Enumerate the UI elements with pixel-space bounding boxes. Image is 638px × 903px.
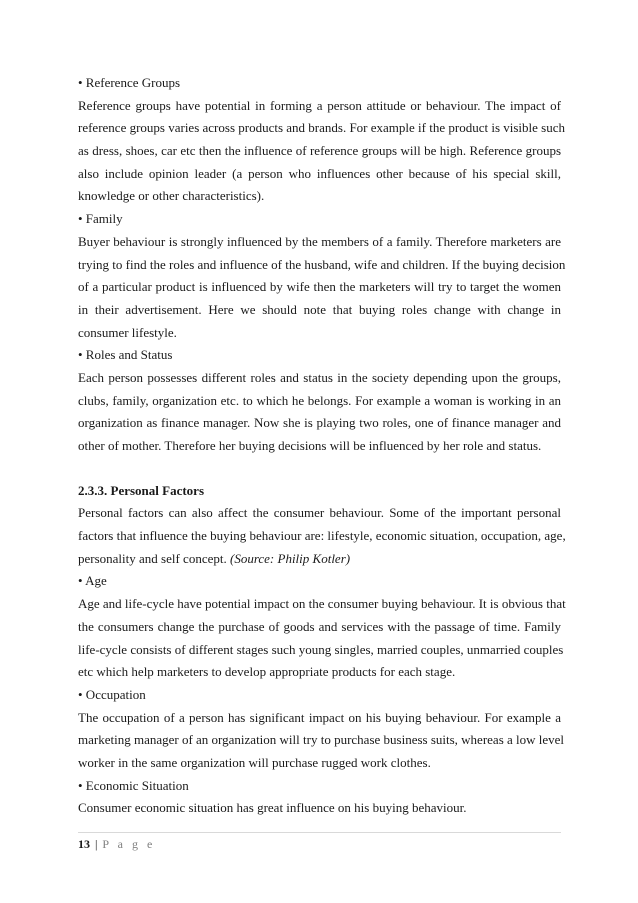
- paragraph-line: Reference groups have potential in forming a person attitude or behaviour. The impact of: [78, 97, 561, 113]
- paragraph-line: factors that influence the buying behaviour are: lifestyle, economic situation, occupation, age,: [78, 528, 566, 544]
- paragraph-line: etc which help marketers to develop appropriate products for each stage.: [78, 664, 456, 680]
- section-occupation: [78, 684, 565, 775]
- paragraph-line: trying to find the roles and influence of the husband, wife and children. If the buying decision: [78, 256, 566, 272]
- paragraph-line: marketing manager of an organization will try to purchase business suits, whereas a low level: [78, 732, 565, 748]
- page-number: 13: [78, 837, 90, 851]
- section-age: [78, 570, 566, 683]
- paragraph-line: as dress, shoes, car etc then the influence of reference groups will be high. Reference groups: [78, 143, 561, 159]
- paragraph-line: Personal factors can also affect the consumer behaviour. Some of the important personal: [78, 505, 561, 521]
- page-content: [78, 72, 566, 820]
- paragraph-line: consumer lifestyle.: [78, 324, 177, 340]
- paragraph-line: of a particular product is influenced by wife then the marketers will try to target the women: [78, 279, 561, 295]
- section-reference-groups: [78, 72, 565, 208]
- paragraph-line: also include opinion leader (a person who influences other because of his special skill,: [78, 165, 561, 181]
- section-roles-status: [78, 344, 561, 457]
- paragraph-line: clubs, family, organization etc. to which he belongs. For example a woman is working in an: [78, 392, 561, 408]
- paragraph-line: [78, 548, 561, 571]
- paragraph-line: Buyer behaviour is strongly influenced by the members of a family. Therefore marketers are: [78, 233, 561, 249]
- paragraph-line: The occupation of a person has significant impact on his buying behaviour. For example a: [78, 709, 561, 725]
- source-citation: (Source: Philip Kotler): [229, 550, 351, 566]
- section-heading: 2.3.3. Personal Factors: [78, 482, 205, 498]
- paragraph-line: Each person possesses different roles and status in the society depending upon the groups,: [78, 369, 561, 385]
- paragraph-line: other of mother. Therefore her buying decisions will be influenced by her role and status.: [78, 438, 542, 453]
- paragraph-line: Consumer economic situation has great influence on his buying behaviour.: [78, 800, 467, 816]
- page-label: P a g e: [102, 837, 156, 851]
- paragraph-line: organization as finance manager. Now she is playing two roles, one of finance manager and: [78, 415, 561, 431]
- paragraph-line: Age and life-cycle have potential impact on the consumer buying behaviour. It is obvious that: [78, 596, 566, 612]
- bullet-heading: • Economic Situation: [78, 777, 189, 793]
- paragraph-line: reference groups varies across products and brands. For example if the product is visible such: [78, 120, 565, 136]
- bullet-heading: • Occupation: [78, 686, 146, 702]
- paragraph-line: the consumers change the purchase of goods and services with the passage of time. Family: [78, 618, 561, 634]
- bullet-heading: • Roles and Status: [78, 347, 173, 363]
- paragraph-line: in their advertisement. Here we should note that buying roles change with change in: [78, 301, 561, 317]
- paragraph-line: knowledge or other characteristics).: [78, 188, 265, 204]
- section-spacer: [78, 458, 561, 480]
- paragraph-line: life-cycle consists of different stages such young singles, married couples, unmarried couples: [78, 641, 564, 657]
- page-footer: [78, 832, 561, 852]
- paragraph-line: worker in the same organization will purchase rugged work clothes.: [78, 754, 431, 770]
- section-economic-situation: [78, 775, 561, 820]
- bullet-heading: • Reference Groups: [78, 75, 181, 90]
- bullet-heading: • Age: [78, 573, 107, 589]
- section-family: [78, 208, 566, 344]
- section-personal-factors: [78, 480, 566, 571]
- paragraph-text: personality and self concept.: [78, 550, 227, 566]
- bullet-heading: • Family: [78, 211, 123, 227]
- footer-separator: |: [95, 837, 98, 851]
